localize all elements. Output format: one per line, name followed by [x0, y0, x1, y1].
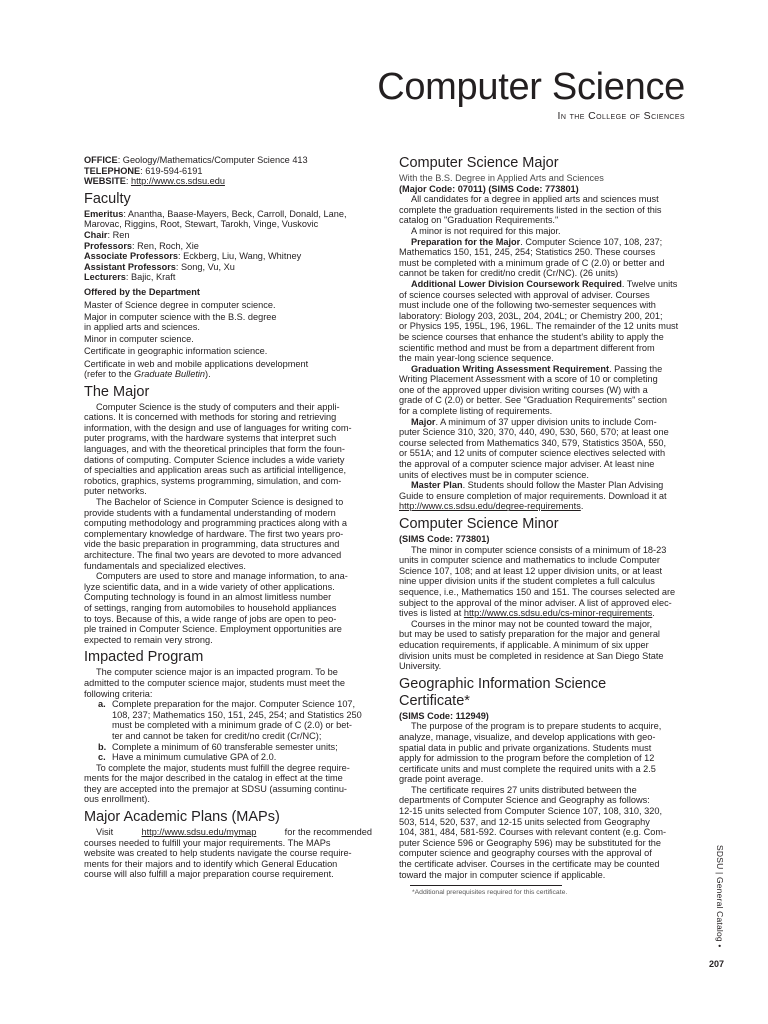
master-plan-text: . Students should follow the Master Plan Advising Guide to ensure completion of major requirements. Download it at	[399, 480, 667, 501]
major-paragraph: Computer Science is the study of computers and their appli- cations. It is concerned with methods for storing and retrieving information, with the design and use of languages for writing com- puter programs, with the hardware systems that interpret such languages, and with the theoretical principles that form the foun- dations of computing. Computer Science includes a wide variety of specialties and application areas such as artificial intelligence, robotics, graphics, systems programming, simulation, and com- puter networks.	[84, 401, 352, 497]
contact-block	[84, 155, 372, 187]
cs-minor-codes: (SIMS Code: 773801)	[399, 534, 490, 544]
offered-item: Master of Science degree in computer science.	[84, 299, 276, 310]
impacted-closing: To complete the major, students must fulfill the degree require- ments for the major described in the catalog in effect at the time they are accepted into the premajor at SDSU (assuming continu- ous enrollment).	[84, 762, 350, 805]
criteria-list	[84, 699, 372, 763]
cs-minor-heading: Computer Science Minor	[399, 516, 559, 532]
major-req-paragraph	[399, 417, 687, 481]
website-separator: :	[125, 176, 131, 187]
right-column	[399, 155, 687, 899]
faculty-professors	[84, 241, 372, 252]
lower-division-paragraph	[399, 279, 687, 364]
emeritus-names: : Anantha, Baase-Mayers, Beck, Carroll, Donald, Lane, Marovac, Riggins, Root, Stewart, Tarokh, Vinge, Vuskovic	[84, 208, 347, 230]
office-value: : Geology/Mathematics/Computer Science 413	[117, 155, 308, 165]
offered-note	[84, 369, 372, 380]
major-heading: The Major	[84, 383, 150, 400]
telephone-line	[84, 166, 372, 177]
lower-division-text: . Twelve units of science courses selected with approval of adviser. Courses must include one of the following two-semester sequences with laboratory: Biology 203, 203L, 204, 204L; or Chemistry 200, 201; or Physics 195, 195L, 196, 196L. The remainder of the 12 units must be science courses that enhance the student's ability to apply the scientific method and must be from a department different from the main year-long science sequence.	[399, 278, 679, 364]
major-req-label: Major	[411, 416, 436, 427]
degree-requirements-link[interactable]: http://www.cs.sdsu.edu/degree-requirements	[399, 501, 581, 512]
impacted-heading: Impacted Program	[84, 649, 204, 666]
side-label-text: SDSU | General Catalog •	[715, 845, 725, 948]
minor-requirements-link[interactable]: http://www.cs.sdsu.edu/cs-minor-requirements	[463, 608, 653, 619]
offered-item: Certificate in geographic information science.	[84, 346, 268, 357]
gwar-label: Graduation Writing Assessment Requirement	[411, 363, 610, 374]
cs-minor-paragraph	[399, 545, 687, 619]
page-number: 207	[709, 959, 725, 969]
office-line	[84, 155, 372, 166]
offered-item: Certificate in web and mobile applications development	[84, 358, 309, 369]
faculty-heading: Faculty	[84, 190, 131, 207]
faculty-associate	[84, 251, 372, 262]
criteria-marker: c.	[98, 752, 106, 763]
criteria-item	[98, 752, 372, 763]
note-suffix: ).	[205, 369, 211, 380]
website-line	[84, 176, 372, 187]
graduate-bulletin-title: Graduate Bulletin	[134, 369, 206, 380]
master-plan-paragraph	[399, 480, 687, 512]
offered-list	[84, 300, 372, 380]
cs-minor-end: .	[652, 608, 655, 619]
chair-name: : Ren	[107, 229, 130, 240]
office-label: OFFICE	[84, 155, 118, 165]
cs-minor-text: The minor in computer science consists of a minimum of 18-23 units in computer science and mathematics to include Computer Science 107, 108; and at least 12 upper division units, or at least nine upper division units if the student completes a full calculus sequence, i.e., Mathematics 150 and 151. The courses selected are subject to the approval of the minor adviser. A list of approved elec- tives is listed at	[399, 544, 676, 619]
criteria-text: Complete preparation for the major. Computer Science 107, 108, 237; Mathematics 150, 151, 245, 254; and Statistics 250 must be completed with a minimum grade of C (2.0) or bet- ter and cannot be taken for credit/no credit (Cr/NC);	[112, 699, 362, 741]
gwar-paragraph	[399, 364, 687, 417]
major-paragraph: Computers are used to store and manage information, to ana- lyze scientific data, and in a wide variety of other applications. Computing technology is found in an almost limitless number of settings, ranging from automobiles to household appliances to toys. Because of this, a wide range of jobs are open to peo- ple trained in Computer Science. Employment opportunities are expected to remain very strong.	[84, 571, 348, 645]
criteria-item	[98, 742, 372, 753]
criteria-text: Have a minimum cumulative GPA of 2.0.	[112, 752, 277, 763]
cs-minor-paragraph: Courses in the minor may not be counted toward the major, but may be used to satisfy preparation for the major and general education requirements, if applicable. A minimum of six upper division units must be completed in residence at San Diego State University.	[399, 618, 664, 672]
major-req-text: . A minimum of 37 upper division units to include Com- puter Science 310, 320, 370, 440, 490, 530, 560, 570; at least one course selected from Mathematics 340, 579, Statistics 350A, 550, or 551A; and 12 units of computer science electives selected with the approval of a computer science major adviser. At least nine units of electives must be in computer science.	[399, 416, 669, 480]
website-label: WEBSITE	[84, 176, 126, 187]
criteria-item	[98, 699, 372, 741]
left-column	[84, 155, 372, 880]
page-title: Computer Science	[377, 66, 685, 108]
faculty-chair	[84, 230, 372, 241]
gis-codes: (SIMS Code: 112949)	[399, 710, 489, 721]
mymap-link[interactable]: http://www.sdsu.edu/mymap	[141, 827, 257, 838]
faculty-emeritus	[84, 209, 372, 230]
gis-footnote: *Additional prerequisites required for this certificate.	[412, 889, 568, 897]
maps-paragraph	[84, 827, 372, 880]
criteria-text: Complete a minimum of 60 transferable semester units;	[112, 741, 338, 752]
page-subtitle: In the College of Sciences	[557, 110, 685, 122]
offered-item: Major in computer science with the B.S. degree in applied arts and sciences.	[84, 311, 277, 333]
master-plan-end: .	[580, 501, 584, 512]
cs-major-heading: Computer Science Major	[399, 155, 559, 171]
faculty-assistant	[84, 262, 372, 273]
associate-names: : Eckberg, Liu, Wang, Whitney	[177, 251, 302, 262]
chair-label: Chair	[84, 229, 108, 240]
gis-paragraph: The certificate requires 27 units distributed between the departments of Computer Science and Geography as follows: 12-15 units selected from Computer Science 107, 108, 310, 320, 503, 514, 520, 537, and 12-15 units selected from Geography 104, 381, 484, 581-592. Courses with relevant content (e.g. Com- puter Science 596 or Geography 596) may be substituted for the computer science and geography courses with the approval of the certificate adviser. Courses in the certificate may be counted toward the major in computer science if applicable.	[399, 784, 667, 880]
gis-heading: Geographic Information Science Certificate*	[399, 675, 607, 709]
cs-major-subheading: With the B.S. Degree in Applied Arts and Sciences	[399, 173, 604, 183]
offered-heading: Offered by the Department	[84, 286, 200, 297]
criteria-marker: b.	[98, 741, 107, 752]
gis-paragraph: The purpose of the program is to prepare students to acquire, analyze, manage, visualize, and develop applications with geo- spatial data in public and private organizations. Students must apply for admission to the program before the completion of 12 certificate units and must complete the required units with a 2.5 grade point average.	[399, 721, 662, 785]
professors-label: Professors	[84, 240, 133, 251]
associate-label: Associate Professors	[84, 251, 178, 262]
website-link[interactable]: http://www.cs.sdsu.edu	[130, 176, 225, 187]
prep-paragraph	[399, 237, 687, 279]
criteria-marker: a.	[98, 699, 106, 710]
offered-item: Minor in computer science.	[84, 334, 194, 345]
master-plan-label: Master Plan	[411, 480, 463, 491]
assistant-label: Assistant Professors	[84, 261, 176, 272]
faculty-lecturers	[84, 272, 372, 283]
major-paragraph: The Bachelor of Science in Computer Science is designed to provide students with a fundamental understanding of modern computing methodology and programming practices along with a complementary knowledge of hardware. The first two years pro- vide the basic preparation in programming, data structures and architecture. The final two years are devoted to more advanced fundamentals and specialized electives.	[84, 497, 348, 571]
emeritus-label: Emeritus	[84, 208, 124, 219]
cs-major-paragraph: A minor is not required for this major.	[411, 225, 561, 236]
assistant-names: : Song, Vu, Xu	[175, 261, 235, 272]
lecturers-names: : Bajic, Kraft	[125, 272, 176, 283]
maps-rest: courses needed to fulfill your major requirements. The MAPs website was created to help students navigate the course require- ments for their majors and to identify which General Education course will also fulfill a major preparation course requirement.	[84, 837, 352, 880]
faculty-list	[84, 209, 372, 283]
gwar-text: . Passing the Writing Placement Assessment with a score of 10 or completing one of the approved upper division writing courses (W) with a grade of C (2.0) or better. See "Graduation Requirements" section for a complete listing of requirements.	[399, 363, 667, 417]
prep-text: . Computer Science 107, 108, 237; Mathematics 150, 151, 245, 254; Statistics 250. These courses must be completed with a minimum grade of C (2.0) or better and cannot be taken for credit/no credit (Cr/NC). (26 units)	[399, 236, 665, 279]
impacted-intro: The computer science major is an impacted program. To be admitted to the computer science major, students must meet the following criteria:	[84, 667, 345, 699]
maps-visit: Visit	[96, 827, 114, 838]
note-prefix: (refer to the	[84, 369, 135, 380]
maps-heading: Major Academic Plans (MAPs)	[84, 809, 280, 826]
telephone-label: TELEPHONE	[84, 165, 141, 176]
catalog-side-label	[712, 845, 728, 965]
footnote-divider	[410, 885, 562, 886]
maps-recommended: for the recommended	[284, 827, 372, 838]
prep-label: Preparation for the Major	[411, 236, 521, 247]
cs-major-codes: (Major Code: 07011) (SIMS Code: 773801)	[399, 183, 579, 194]
lecturers-label: Lecturers	[84, 272, 126, 283]
maps-first-line	[84, 827, 372, 838]
telephone-value: : 619-594-6191	[140, 165, 203, 176]
lower-division-label: Additional Lower Division Coursework Required	[411, 278, 622, 289]
cs-major-paragraph: All candidates for a degree in applied arts and sciences must complete the graduation requirements listed in the section of this catalog on "Graduation Requirements."	[399, 194, 662, 226]
professors-names: : Ren, Roch, Xie	[132, 240, 199, 251]
